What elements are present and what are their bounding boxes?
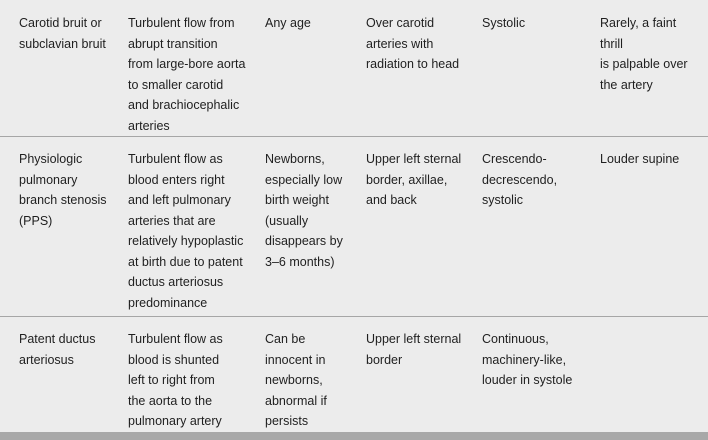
table-cell-notes: Rarely, a faint thrill is palpable over the artery <box>600 16 688 92</box>
table-cell-murmur-name: Patent ductus arteriosus <box>19 332 96 367</box>
table-cell-location: Upper left sternal border, axillae, and back <box>366 152 462 207</box>
table-cell-notes: Louder supine <box>600 152 680 166</box>
table-row <box>0 316 708 432</box>
table-row <box>0 136 708 316</box>
table-cell-location: Upper left sternal border <box>366 332 462 367</box>
table-cell-timing: Continuous, machinery-like, louder in systole <box>482 332 573 387</box>
table-cell-timing: Systolic <box>482 16 526 30</box>
table-cell-mechanism: Turbulent flow from abrupt transition from large-bore aorta to smaller carotid and brachiocephalic arteries <box>128 16 246 133</box>
table-cell-mechanism: Turbulent flow as blood enters right and left pulmonary arteries that are relatively hypoplastic at birth due to patent ductus arteriosus predominance <box>128 152 244 310</box>
table-row <box>0 0 708 136</box>
table-bottom-border <box>0 432 708 440</box>
table-cell-location: Over carotid arteries with radiation to head <box>366 16 460 71</box>
table-cell-murmur-name: Physiologic pulmonary branch stenosis (PPS) <box>19 152 107 228</box>
table-cell-murmur-name: Carotid bruit or subclavian bruit <box>19 16 106 51</box>
table-cell-age: Newborns, especially low birth weight (usually disappears by 3–6 months) <box>265 152 343 269</box>
table-cell-timing: Crescendo- decrescendo, systolic <box>482 152 558 207</box>
table-cell-mechanism: Turbulent flow as blood is shunted left to right from the aorta to the pulmonary artery <box>128 332 223 428</box>
table-cell-age: Any age <box>265 16 311 30</box>
table-cell-age: Can be innocent in newborns, abnormal if persists <box>265 332 327 428</box>
